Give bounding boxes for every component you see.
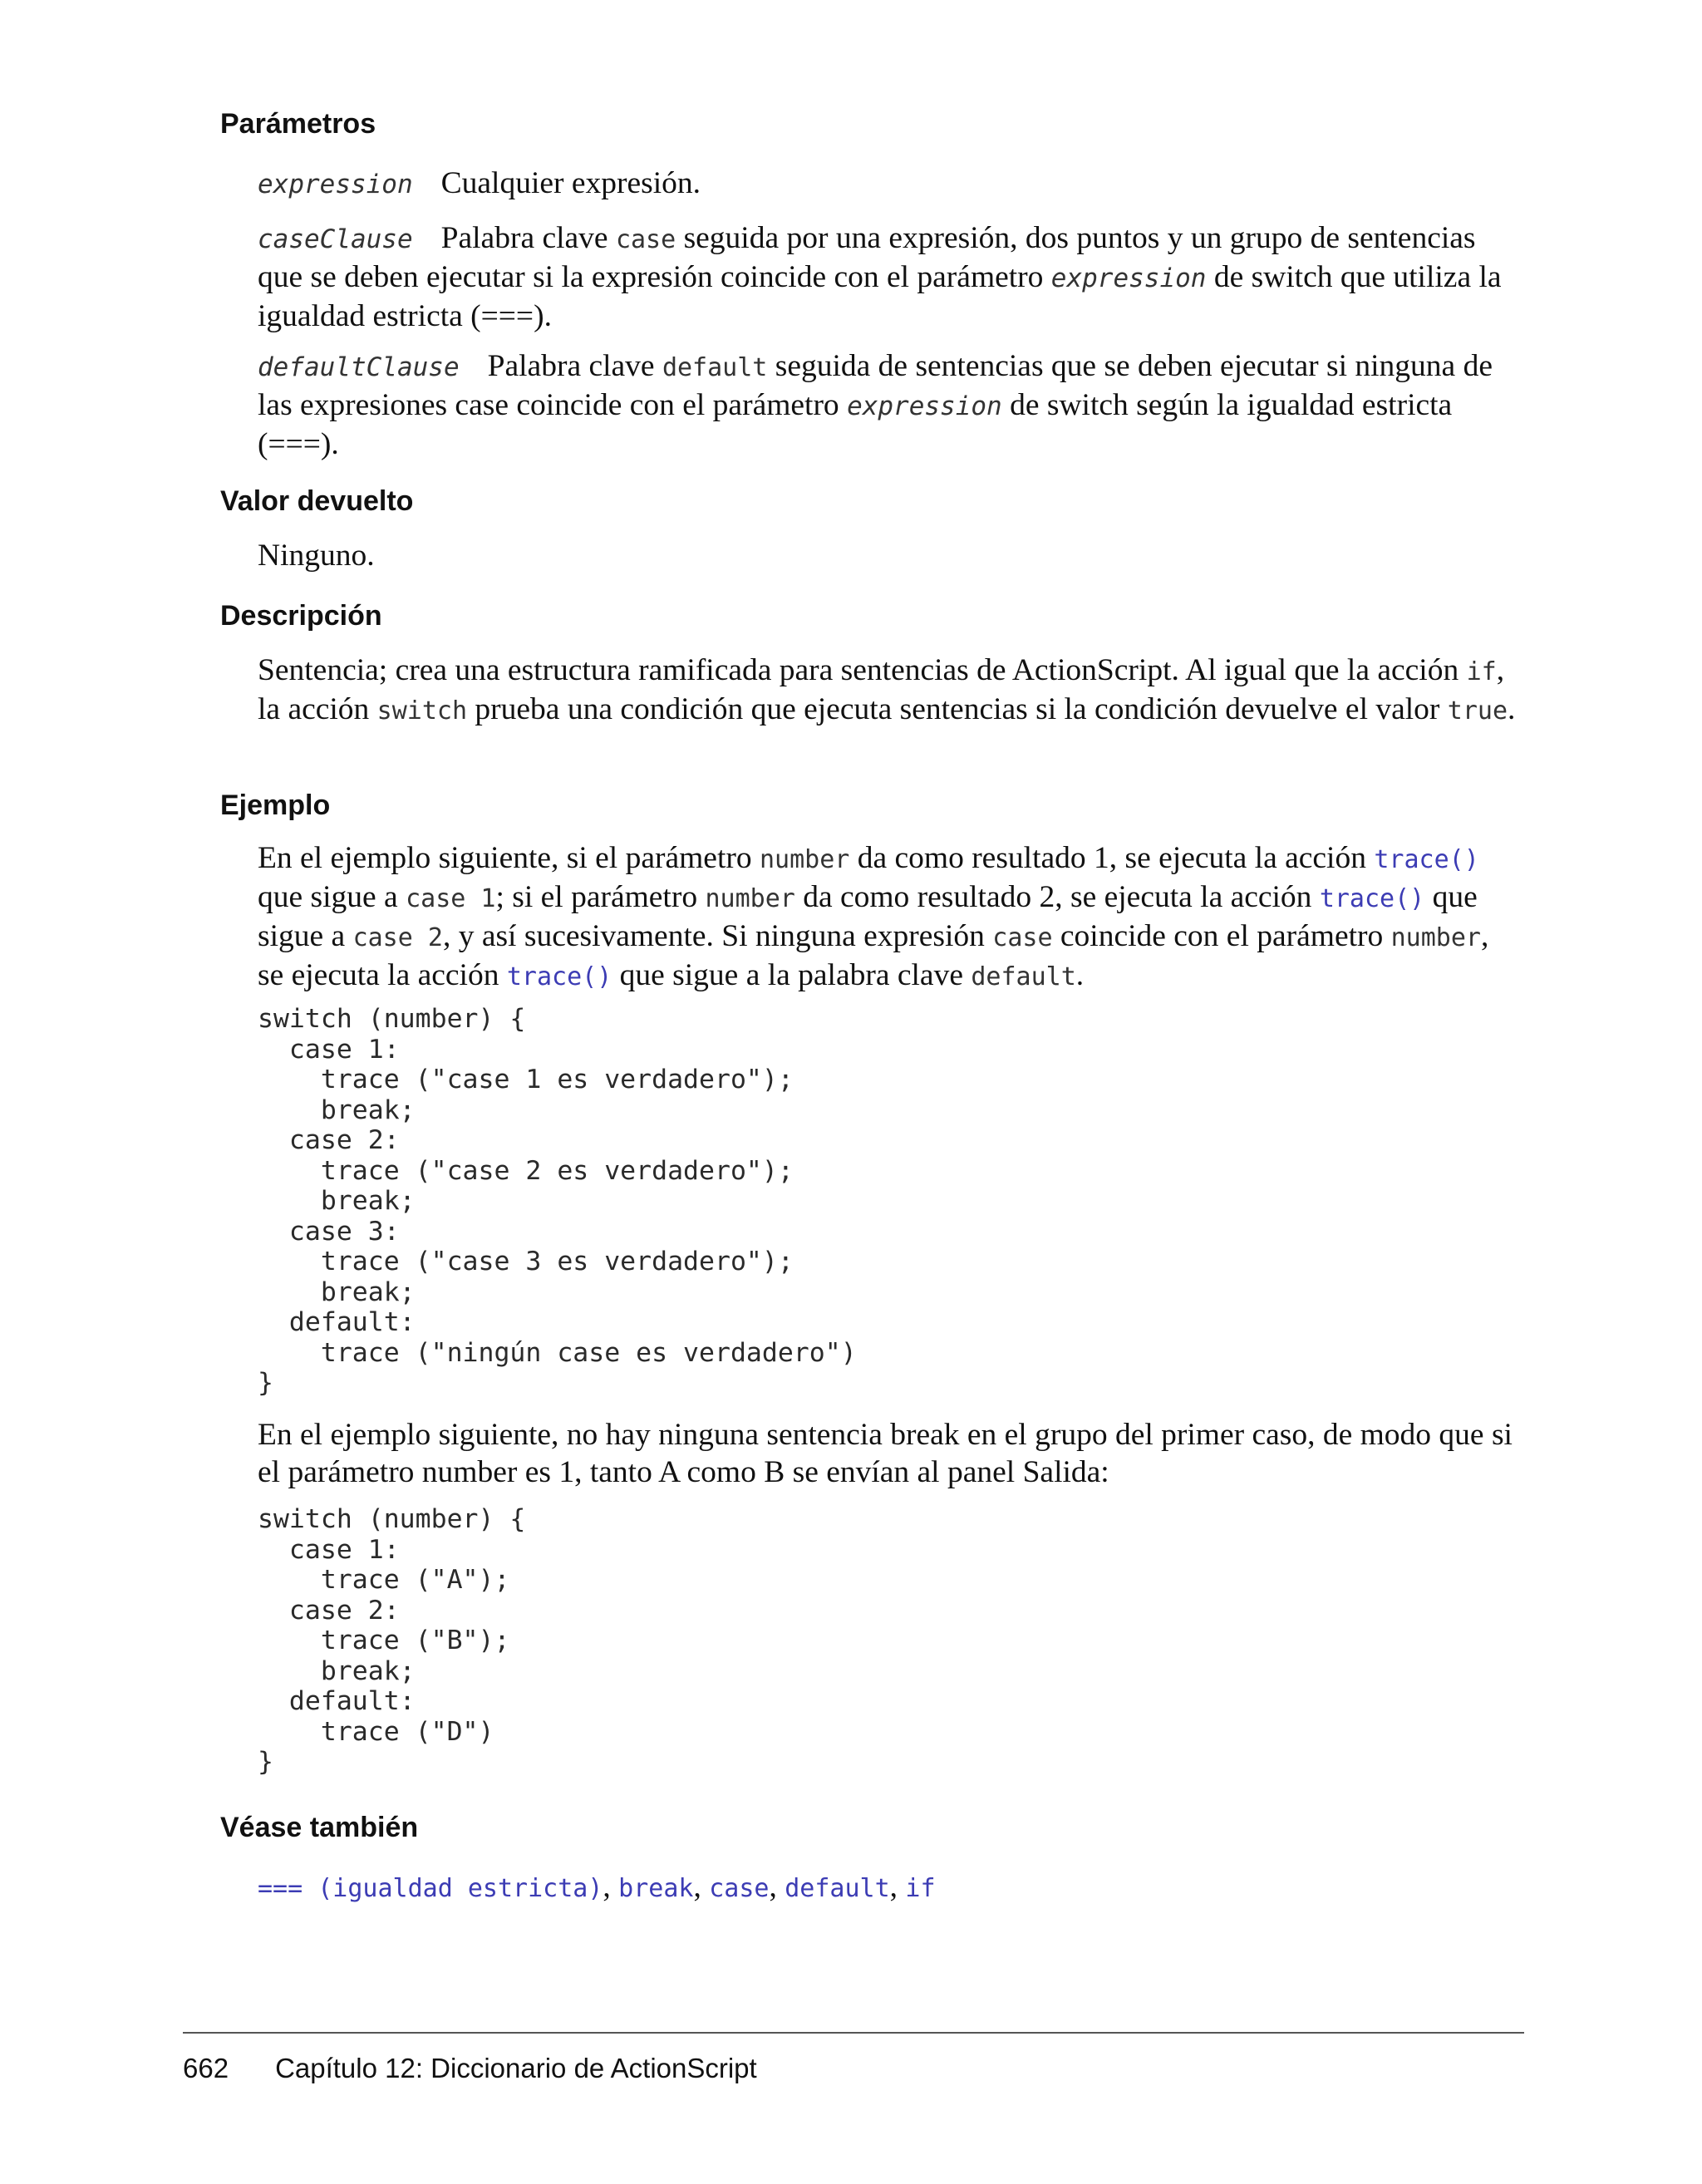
param-caseclause: caseClause Palabra clave case seguida por una expresión, dos puntos y un grupo de sentencias que se deben ejecutar si la expresión coincide con el parámetro expression de switch que utiliza la igualdad estricta (===). (258, 221, 1502, 333)
example-intro: En el ejemplo siguiente, si el parámetro number da como resultado 1, se ejecuta la acción trace() que sigue a case 1; si el parámetro number da como resultado 2, se ejecuta la acción trace() que sigue a case 2, y así sucesivamente. Si ninguna expresión case coincide con el parámetro number, se ejecuta la acción trace() que sigue a la palabra clave default. (258, 841, 1489, 992)
inline-code: number (759, 845, 850, 874)
inline-code: switch (376, 696, 468, 726)
inline-code: number (1390, 923, 1481, 952)
link-trace[interactable]: trace() (506, 962, 612, 991)
link-igualdad-estricta[interactable]: === (igualdad estricta) (258, 1874, 603, 1903)
param-text: Cualquier expresión. (440, 166, 701, 200)
code-block-1: switch (number) { case 1: trace ("case 1 es verdadero"); break; case 2: trace ("case 2 es verdadero"); break; case 3: trace ("case 3 es verdadero"); break; default: trace ("ningún case es verdadero") } (258, 1004, 857, 1398)
inline-code: if (1466, 657, 1497, 686)
inline-code: case 2 (352, 923, 443, 952)
inline-code: case (615, 225, 676, 254)
chapter-title: Capítulo 12: Diccionario de ActionScript (275, 2053, 757, 2083)
link-case[interactable]: case (709, 1874, 770, 1903)
code-block-2: switch (number) { case 1: trace ("A"); case 2: trace ("B"); break; default: trace ("D") } (258, 1504, 526, 1777)
link-trace[interactable]: trace() (1374, 845, 1479, 874)
link-break[interactable]: break (618, 1874, 694, 1903)
heading-parametros: Parámetros (220, 108, 376, 140)
param-term: defaultClause (258, 352, 460, 382)
inline-code: true (1447, 696, 1508, 726)
inline-code: default (971, 962, 1076, 991)
inline-code: default (662, 353, 768, 382)
param-term: expression (258, 170, 413, 199)
description-text: Sentencia; crea una estructura ramificada para sentencias de ActionScript. Al igual que la acción if, la acción switch prueba una condición que ejecuta sentencias si la condición devuelve el valor true. (258, 653, 1516, 726)
heading-vease-tambien: Véase también (220, 1812, 419, 1843)
inline-code: number (705, 884, 795, 913)
page-footer (183, 2053, 757, 2084)
inline-code: case 1 (406, 884, 496, 913)
heading-ejemplo: Ejemplo (220, 789, 331, 821)
see-also-links: === (igualdad estricta), break, case, default, if (258, 1870, 936, 1904)
link-if[interactable]: if (905, 1874, 936, 1903)
heading-valor-devuelto: Valor devuelto (220, 485, 414, 517)
example2-text: En el ejemplo siguiente, no hay ninguna sentencia break en el grupo del primer caso, de modo que si el parámetro number es 1, tanto A como B se envían al panel Salida: (258, 1418, 1513, 1489)
param-expression (258, 165, 1521, 204)
inline-code: expression (1050, 263, 1207, 293)
page-number: 662 (183, 2053, 229, 2083)
param-term: caseClause (258, 224, 413, 254)
param-defaultclause: defaultClause Palabra clave default seguida de sentencias que se deben ejecutar si ninguna de las expresiones case coincide con el parámetro expression de switch según la igualdad estricta (===). (258, 349, 1493, 461)
heading-descripcion: Descripción (220, 600, 382, 632)
inline-code: case (992, 923, 1053, 952)
inline-code: expression (847, 391, 1002, 421)
link-default[interactable]: default (785, 1874, 890, 1903)
return-text: Ninguno. (258, 539, 375, 573)
footer-divider (183, 2032, 1524, 2034)
link-trace[interactable]: trace() (1319, 884, 1425, 913)
